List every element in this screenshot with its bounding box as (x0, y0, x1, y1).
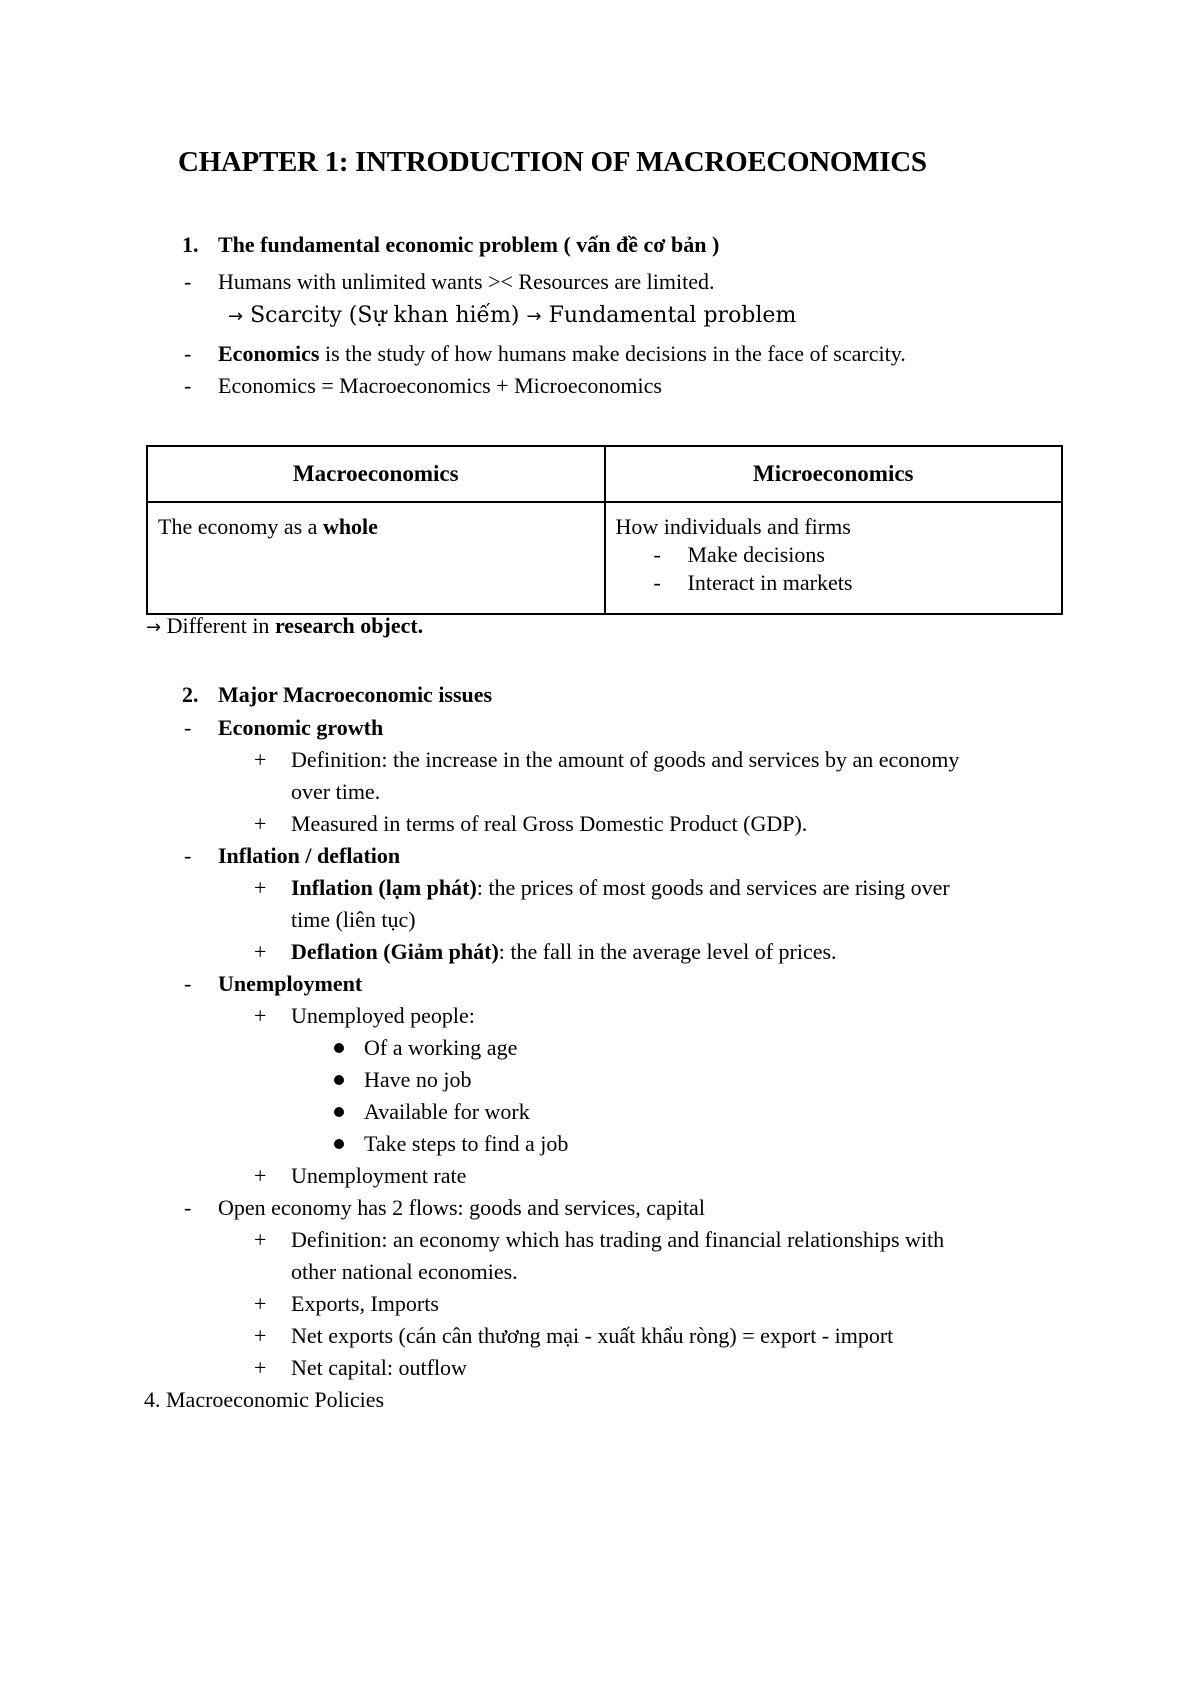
plus-marker: + (254, 1291, 267, 1316)
dash-marker: - (184, 341, 192, 366)
net-exports: Net exports (cán cân thương mại - xuất khẩu ròng) = export - import (291, 1323, 894, 1348)
section-1-number: 1. (182, 232, 199, 257)
section-1-heading: The fundamental economic problem ( vấn đề cơ bản ) (218, 232, 720, 257)
plus-marker: + (254, 1323, 267, 1348)
growth-definition-line2: over time. (291, 779, 381, 804)
plus-marker: + (254, 1003, 267, 1028)
exports-imports: Exports, Imports (291, 1291, 439, 1316)
arrow-icon: → (526, 306, 542, 327)
inflation-definition-line2: time (liên tục) (291, 907, 416, 932)
deflation-definition (291, 937, 837, 967)
criteria-no-job: Have no job (364, 1067, 472, 1092)
scarcity-conclusion (228, 301, 796, 332)
criteria-working-age: Of a working age (364, 1035, 518, 1060)
table-header-micro: Microeconomics (605, 446, 1063, 502)
economics-term: Economics (218, 341, 320, 366)
economics-composition: Economics = Macroeconomics + Microeconomics (218, 373, 662, 398)
table-header-row (147, 446, 1062, 502)
section-4-heading: 4. Macroeconomic Policies (144, 1387, 385, 1412)
micro-item-decisions: Make decisions (687, 542, 825, 567)
plus-marker: + (254, 939, 267, 964)
net-capital: Net capital: outflow (291, 1355, 467, 1380)
dash-marker: - (184, 373, 192, 398)
plus-marker: + (254, 811, 267, 836)
arrow-icon: → (146, 617, 162, 638)
inflation-definition-line1 (291, 873, 950, 903)
economics-definition (218, 339, 906, 369)
growth-definition-line1: Definition: the increase in the amount of goods and services by an economy (291, 747, 960, 772)
unemployment-rate: Unemployment rate (291, 1163, 467, 1188)
deflation-definition-text: : the fall in the average level of prices. (498, 939, 837, 964)
fundamental-problem-term: Fundamental problem (548, 303, 797, 328)
table-cell-macro (147, 502, 605, 614)
section-2-heading: Major Macroeconomic issues (218, 682, 493, 707)
micro-description: How individuals and firms (615, 514, 851, 539)
list-item (616, 569, 1052, 597)
macro-description: The economy as a (158, 514, 323, 539)
dash-marker: - (184, 715, 192, 740)
open-economy-definition-line1: Definition: an economy which has trading and financial relationships with (291, 1227, 945, 1252)
scarcity-premise: Humans with unlimited wants >< Resources are limited. (218, 269, 715, 294)
list-item (616, 541, 1052, 569)
bullet-icon (334, 1075, 344, 1085)
criteria-available: Available for work (364, 1099, 530, 1124)
open-economy-label: Open economy has 2 flows: goods and services, capital (218, 1195, 705, 1220)
inflation-definition-text: : the prices of most goods and services are rising over (476, 875, 950, 900)
macro-description-bold: whole (322, 514, 378, 539)
dash-marker: - (184, 1195, 192, 1220)
unemployed-people: Unemployed people: (291, 1003, 475, 1028)
table-header-macro: Macroeconomics (147, 446, 605, 502)
growth-measurement: Measured in terms of real Gross Domestic Product (GDP). (291, 811, 808, 836)
bullet-icon (334, 1107, 344, 1117)
table-cell-micro (605, 502, 1063, 614)
dash-marker: - (653, 542, 661, 567)
section-2-number: 2. (182, 682, 199, 707)
unemployment-label: Unemployment (218, 971, 363, 996)
research-object-note (146, 611, 423, 643)
economics-definition-text: is the study of how humans make decisions in the face of scarcity. (319, 341, 906, 366)
plus-marker: + (254, 1163, 267, 1188)
macro-micro-table (146, 445, 1063, 615)
bullet-icon (334, 1139, 344, 1149)
criteria-find-job: Take steps to find a job (364, 1131, 569, 1156)
arrow-icon: → (228, 306, 244, 327)
note-text: Different in (161, 613, 275, 638)
plus-marker: + (254, 747, 267, 772)
table-row (147, 502, 1062, 614)
plus-marker: + (254, 1355, 267, 1380)
bullet-icon (334, 1043, 344, 1053)
deflation-term: Deflation (Giảm phát) (291, 939, 499, 964)
dash-marker: - (653, 570, 661, 595)
dash-marker: - (184, 843, 192, 868)
open-economy-definition-line2: other national economies. (291, 1259, 518, 1284)
economic-growth-label: Economic growth (218, 715, 384, 740)
inflation-deflation-label: Inflation / deflation (218, 843, 401, 868)
micro-item-markets: Interact in markets (687, 570, 853, 595)
scarcity-term: Scarcity (Sự khan hiếm) (250, 303, 520, 328)
plus-marker: + (254, 1227, 267, 1252)
note-bold: research object. (274, 613, 424, 638)
plus-marker: + (254, 875, 267, 900)
dash-marker: - (184, 971, 192, 996)
dash-marker: - (184, 269, 192, 294)
inflation-term: Inflation (lạm phát) (291, 875, 477, 900)
page-title: CHAPTER 1: INTRODUCTION OF MACROECONOMICS (178, 146, 927, 178)
